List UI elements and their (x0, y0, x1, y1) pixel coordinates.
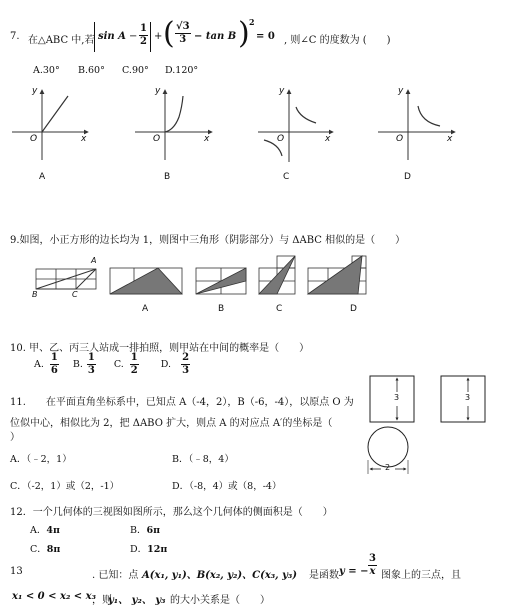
q12-text: 12．一个几何体的三视图如图所示，那么这个几何体的侧面积是（ ） (10, 507, 333, 518)
q13-text-d: ，则 (92, 595, 112, 606)
q9-caption-a: A (142, 304, 149, 314)
q12-option-b: B．6π (130, 525, 161, 536)
q13-func-frac: $\frac{3}{x}$ (369, 553, 376, 577)
q12-option-d: D．12π (130, 544, 168, 555)
side-view (441, 376, 485, 422)
q10-option-d-letter: D. (160, 359, 172, 370)
q11-line-2-close: ） (10, 432, 20, 443)
front-view (370, 376, 414, 422)
q10-option-d-value: $\frac{2}{3}$ (182, 352, 190, 376)
graph-a-x-label: x (81, 134, 87, 144)
q11-option-a: A．（﹣2，1） (10, 454, 72, 465)
q7-number: 7. (10, 31, 20, 42)
graph-d-y-label: y (398, 86, 404, 96)
graph-c-y-label: y (279, 86, 285, 96)
q13-text-c: 图象上的三点，且 (381, 570, 461, 581)
q10-option-a-letter: A. (34, 359, 44, 370)
graph-b-caption: B (164, 172, 171, 182)
q7-option-a: A.30° (33, 65, 60, 76)
q13-ys: y₁、 y₂、 y₃ (108, 595, 166, 606)
q7-option-d: D.120° (165, 65, 199, 76)
graph-b-x-label: x (204, 134, 210, 144)
q10-text: 10. 甲、乙、丙三人站成一排拍照，则甲站在中间的概率是（ ） (10, 343, 310, 354)
q7-paren-left: ( (163, 16, 175, 51)
q9-text: 9.如图，小正方形的边长均为 1，则图中三角形（阴影部分）与 ΔABC 相似的是（ ） (10, 235, 406, 246)
q7-sin-a: sin A (98, 31, 126, 42)
q7-plus: + (154, 31, 163, 42)
q13-func: y = − (339, 566, 369, 577)
top-view-width: 2 (385, 463, 391, 472)
q7-paren-right: ) (238, 16, 250, 51)
graph-d-o-label: O (396, 134, 404, 144)
graph-c-x-label: x (325, 134, 331, 144)
q13-number: 13 (10, 566, 23, 577)
graph-a-o-label: O (30, 134, 38, 144)
q7-tan-b: − tan B (194, 31, 237, 42)
q13-text-a: . 已知：点 (92, 570, 139, 581)
q13-text-e: 的大小关系是（ ） (170, 595, 270, 606)
q11-option-d: D．（-8，4）或（8，-4） (172, 481, 282, 492)
q10-option-b-letter: B. (72, 359, 83, 370)
q11-line-2: 位似中心，相似比为 2，把 ΔABO 扩大，则点 A 的对应点 A′的坐标是（ (10, 418, 333, 429)
q9-label-c: C (72, 290, 78, 299)
q9-caption-b: B (218, 304, 225, 314)
q10-option-a-value: $\frac{1}{6}$ (50, 352, 58, 376)
q13-text-b: 是函数 (309, 570, 339, 581)
q11-line-1: 11. 在平面直角坐标系中，已知点 A（-4，2），B（-6，-4），以原点 O 为 (10, 397, 354, 408)
q9-caption-d: D (350, 304, 357, 314)
q11-option-b: B．（﹣8，4） (172, 454, 234, 465)
graph-b-y-label: y (155, 86, 161, 96)
side-view-height: 3 (465, 393, 471, 402)
q7-equals-zero: = 0 (256, 31, 275, 42)
q10-option-b-value: $\frac{1}{3}$ (87, 352, 95, 376)
q10-option-c-value: $\frac{1}{2}$ (130, 352, 138, 376)
q10-option-c-letter: C. (113, 359, 124, 370)
graph-a-y-label: y (32, 86, 38, 96)
graph-a-caption: A (39, 172, 46, 182)
front-view-height: 3 (394, 393, 400, 402)
q7-text-suffix: , 则∠C 的度数为 ( ) (284, 35, 391, 46)
q7-square: 2 (249, 17, 255, 27)
q7-option-b: B.60° (78, 65, 105, 76)
q7-minus: − (129, 31, 138, 42)
graph-c-caption: C (283, 172, 290, 182)
q12-option-a: A．4π (30, 525, 60, 536)
graph-c-o-label: O (277, 134, 285, 144)
q7-text-prefix: 在△ABC 中,若 (28, 35, 95, 46)
q12-option-c: C．8π (30, 544, 61, 555)
q7-sqrt3-frac: $\frac{√3}{3}$ (176, 21, 190, 45)
q7-half-frac: $\frac{1}{2}$ (140, 23, 147, 47)
graph-b-o-label: O (153, 134, 161, 144)
q13-condition: x₁ < 0 < x₂ < x₃ (12, 591, 97, 602)
q13-points: A(x₁, y₁)、B(x₂, y₂)、C(x₃, y₃) (142, 570, 298, 581)
q11-option-c: C．（-2，1）或（2，-1） (10, 481, 120, 492)
q9-label-a: A (91, 256, 97, 265)
graph-d-caption: D (404, 172, 411, 182)
q9-caption-c: C (276, 304, 283, 314)
q7-option-c: C.90° (122, 65, 149, 76)
q9-label-b: B (32, 290, 38, 299)
graph-d-x-label: x (447, 134, 453, 144)
